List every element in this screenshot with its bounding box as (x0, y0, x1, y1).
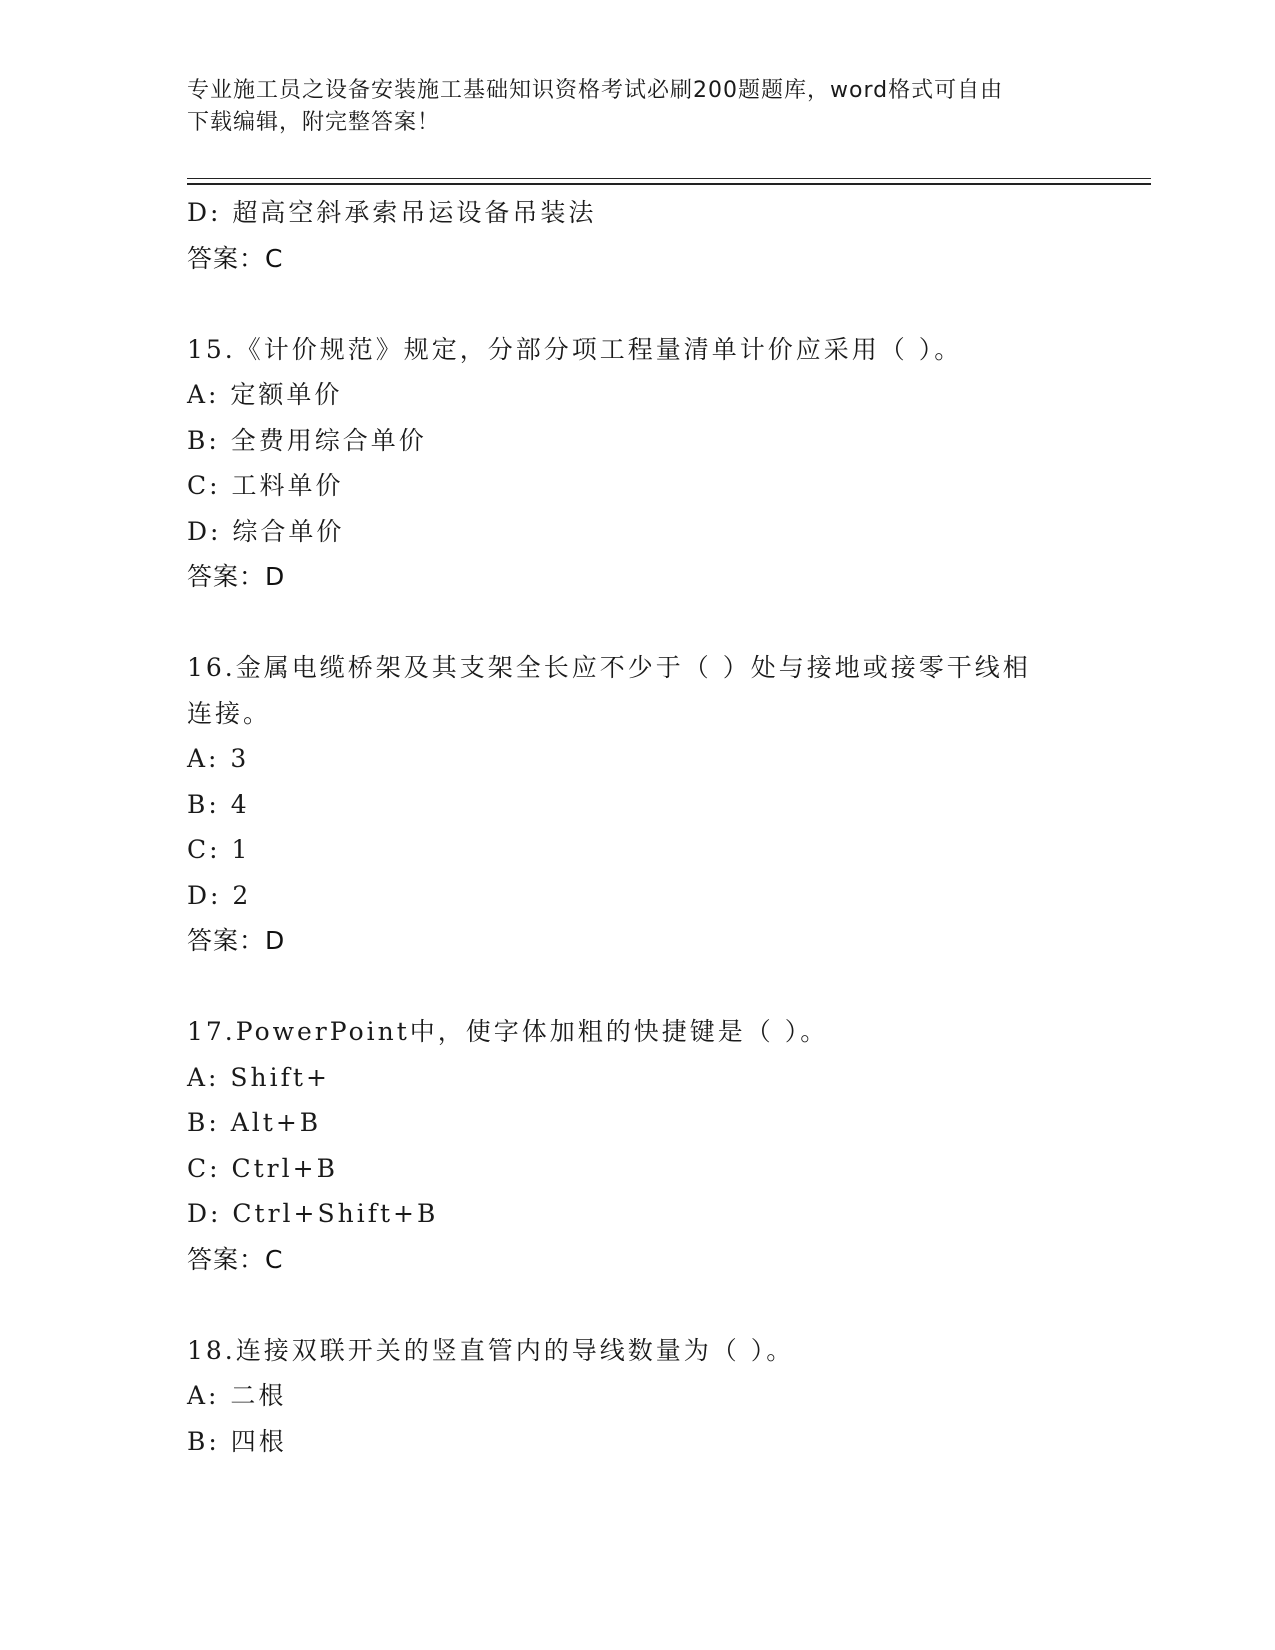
answer: 答案：C (187, 243, 284, 273)
header-rule-thick (187, 183, 1151, 185)
header-line-1: 专业施工员之设备安装施工基础知识资格考试必刷200题题库，word格式可自由 (187, 78, 1004, 103)
question-stem: 16.金属电缆桥架及其支架全长应不少于（ ）处与接地或接零干线相 (187, 653, 1031, 682)
option-c: C: 工料单价 (187, 471, 344, 500)
option-d: D: 2 (187, 880, 252, 910)
option-b: B: 4 (187, 789, 250, 819)
document-header (187, 75, 1067, 139)
question-stem: 15.《计价规范》规定，分部分项工程量清单计价应采用（ ）。 (187, 334, 963, 364)
header-line-2: 下载编辑，附完整答案！ (187, 110, 441, 135)
option-d: D: 综合单价 (187, 516, 345, 546)
option-c: C: Ctrl+B (187, 1153, 338, 1183)
question-18 (187, 1328, 1087, 1465)
answer: 答案：D (187, 926, 286, 955)
spacer (187, 281, 1087, 327)
question-15 (187, 327, 1087, 600)
option-a: A: Shift+ (187, 1062, 330, 1092)
answer: 答案：C (187, 1244, 284, 1274)
option-d: D: 超高空斜承索吊运设备吊装法 (187, 198, 597, 227)
question-content (187, 190, 1087, 1464)
option-b: B: 四根 (187, 1426, 287, 1456)
option-d: D: Ctrl+Shift+B (187, 1199, 439, 1228)
option-a: A: 3 (187, 744, 250, 773)
header-rule-thin (187, 178, 1151, 179)
question-stem: 18.连接双联开关的竖直管内的导线数量为（ ）。 (187, 1335, 795, 1365)
question-17 (187, 1009, 1087, 1282)
spacer (187, 964, 1087, 1010)
spacer (187, 600, 1087, 646)
option-c: C: 1 (187, 835, 251, 864)
option-a: A: 定额单价 (187, 380, 343, 409)
question-stem: 17.PowerPoint中，使字体加粗的快捷键是（ ）。 (187, 1017, 829, 1046)
question-16 (187, 645, 1087, 964)
spacer (187, 1282, 1087, 1328)
option-b: B: 全费用综合单价 (187, 425, 427, 455)
option-b: B: Alt+B (187, 1108, 322, 1137)
option-a: A: 二根 (187, 1381, 287, 1410)
answer: 答案：D (187, 562, 286, 591)
question-stem-continued: 连接。 (187, 698, 272, 728)
